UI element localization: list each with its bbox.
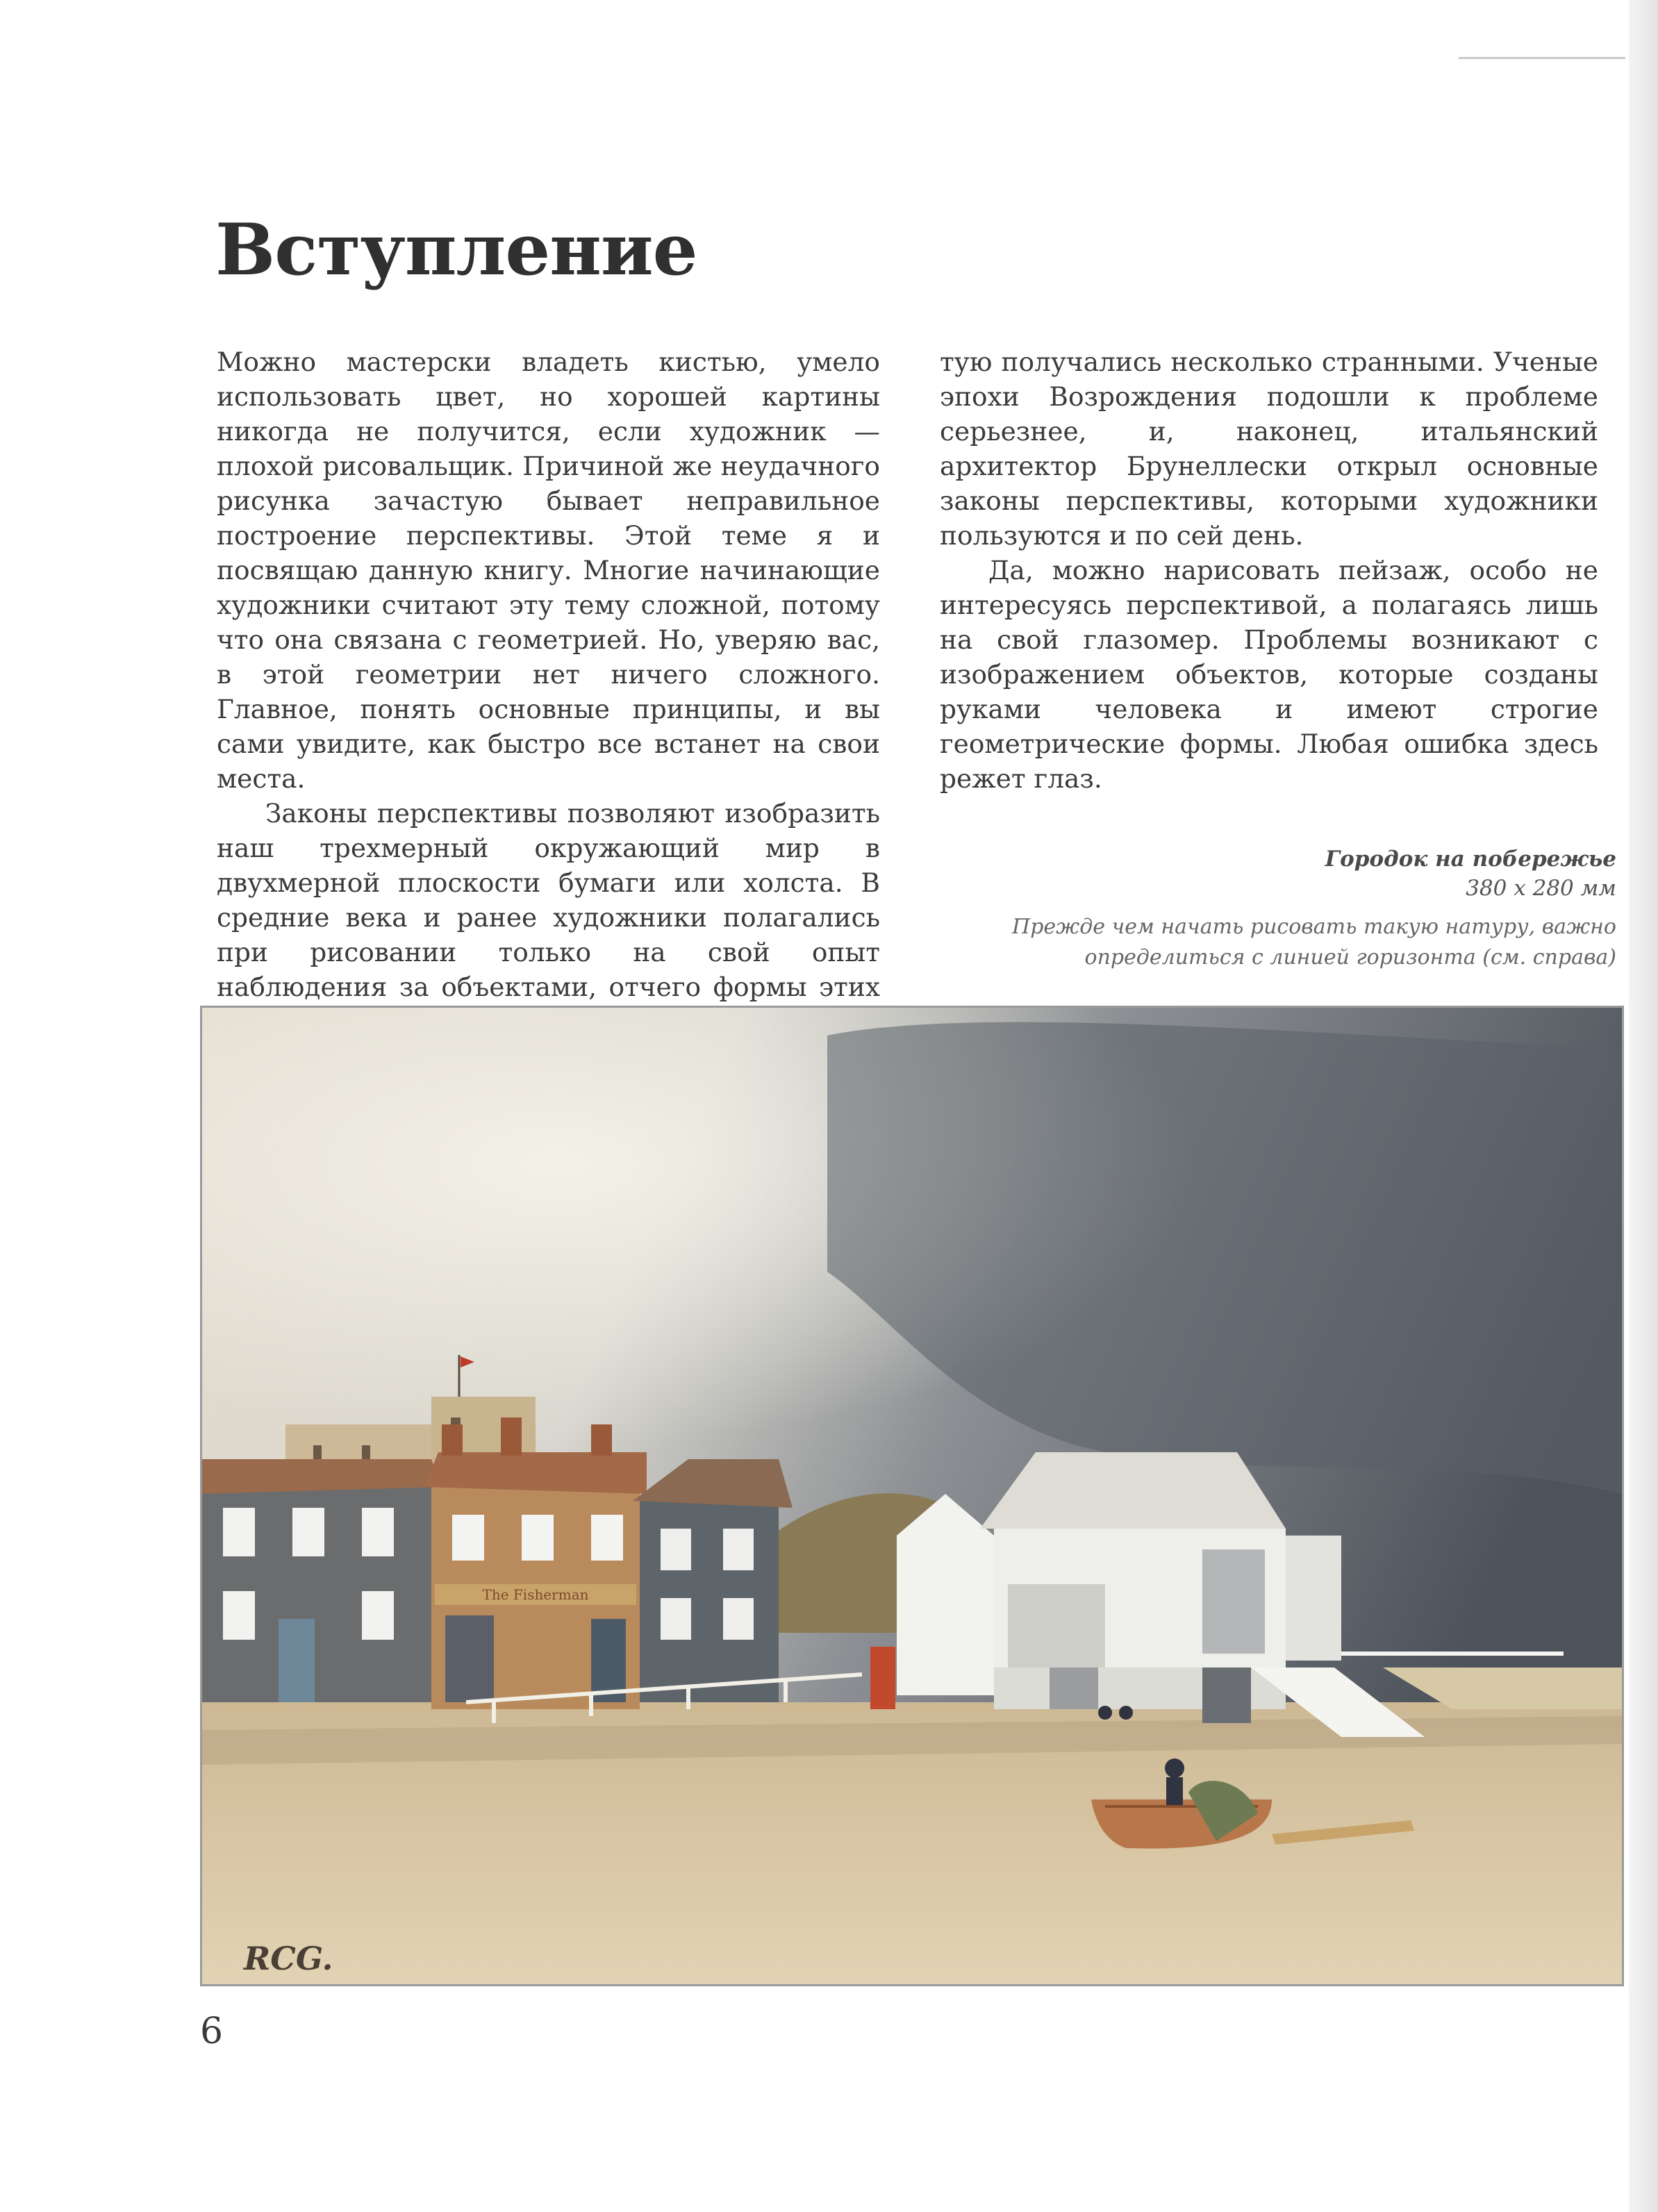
figure [1098,1706,1112,1720]
artist-signature: RCG. [244,1940,333,1977]
figure-caption [1012,844,1616,973]
paragraph: Да, можно нарисовать пейзаж, особо не интересуясь перспективой, а полагаясь лишь на свой глазомер. Проблемы возникают с изображением объектов, которые созданы руками человека и имеют строгие геометрические формы. Любая ошибка здесь режет глаз. [940,555,1598,794]
caption-size: 380 x 280 мм [1466,876,1616,901]
paragraph: Можно мастерски владеть кистью, умело использовать цвет, но хорошей картины никогда не получится, если художник — плохой рисовальщик. Причиной же неудачного рисунка зачастую бывает неправильное построение перспективы. Этой теме я и посвящаю данную книгу. Многие начинающие художники считают эту тему сложной, потому что она связана с геометрией. Но, уверяю вас, в этой геометрии нет ничего сложного. Главное, понять основные принципы, и вы сами увидите, как быстро все встанет на свои места. [217,347,880,794]
painting-artwork [202,1008,1622,1984]
paragraph: Законы перспективы позволяют изобразить наш трехмерный окружающий мир в двухмерной плоскости бумаги или холста. В средние века и ранее художники полагались при рисовании только на свой опыт наблюдения за объектами, отчего формы этих [217,798,880,1002]
dark-house [633,1459,793,1702]
caption-note-line: определиться с линией горизонта (см. справа) [1084,945,1616,970]
watercolor-painting [200,1006,1624,1986]
text-column-right [940,344,1598,796]
text-column-left [217,344,880,1039]
caption-note [1012,912,1616,973]
figure [1119,1706,1133,1720]
phone-box [870,1647,895,1709]
brick-house [424,1417,647,1709]
grey-house [202,1459,442,1702]
page-number: 6 [200,2011,224,2052]
caption-title: Городок на побережье [1325,847,1616,872]
paragraph: тую получались несколько странными. Ученые эпохи Возрождения подошли к проблеме серьезнее, и, наконец, итальянский архитектор Брунеллески открыл основные законы перспективы, которыми художники пользуются и по сей день. [940,347,1598,551]
shop-sign: The Fisherman [482,1586,589,1603]
top-rule [1459,57,1625,59]
page-edge-shadow [1629,0,1658,2212]
caption-note-line: Прежде чем начать рисовать такую натуру, важно [1012,915,1616,939]
page-title: Вступление [215,208,697,292]
